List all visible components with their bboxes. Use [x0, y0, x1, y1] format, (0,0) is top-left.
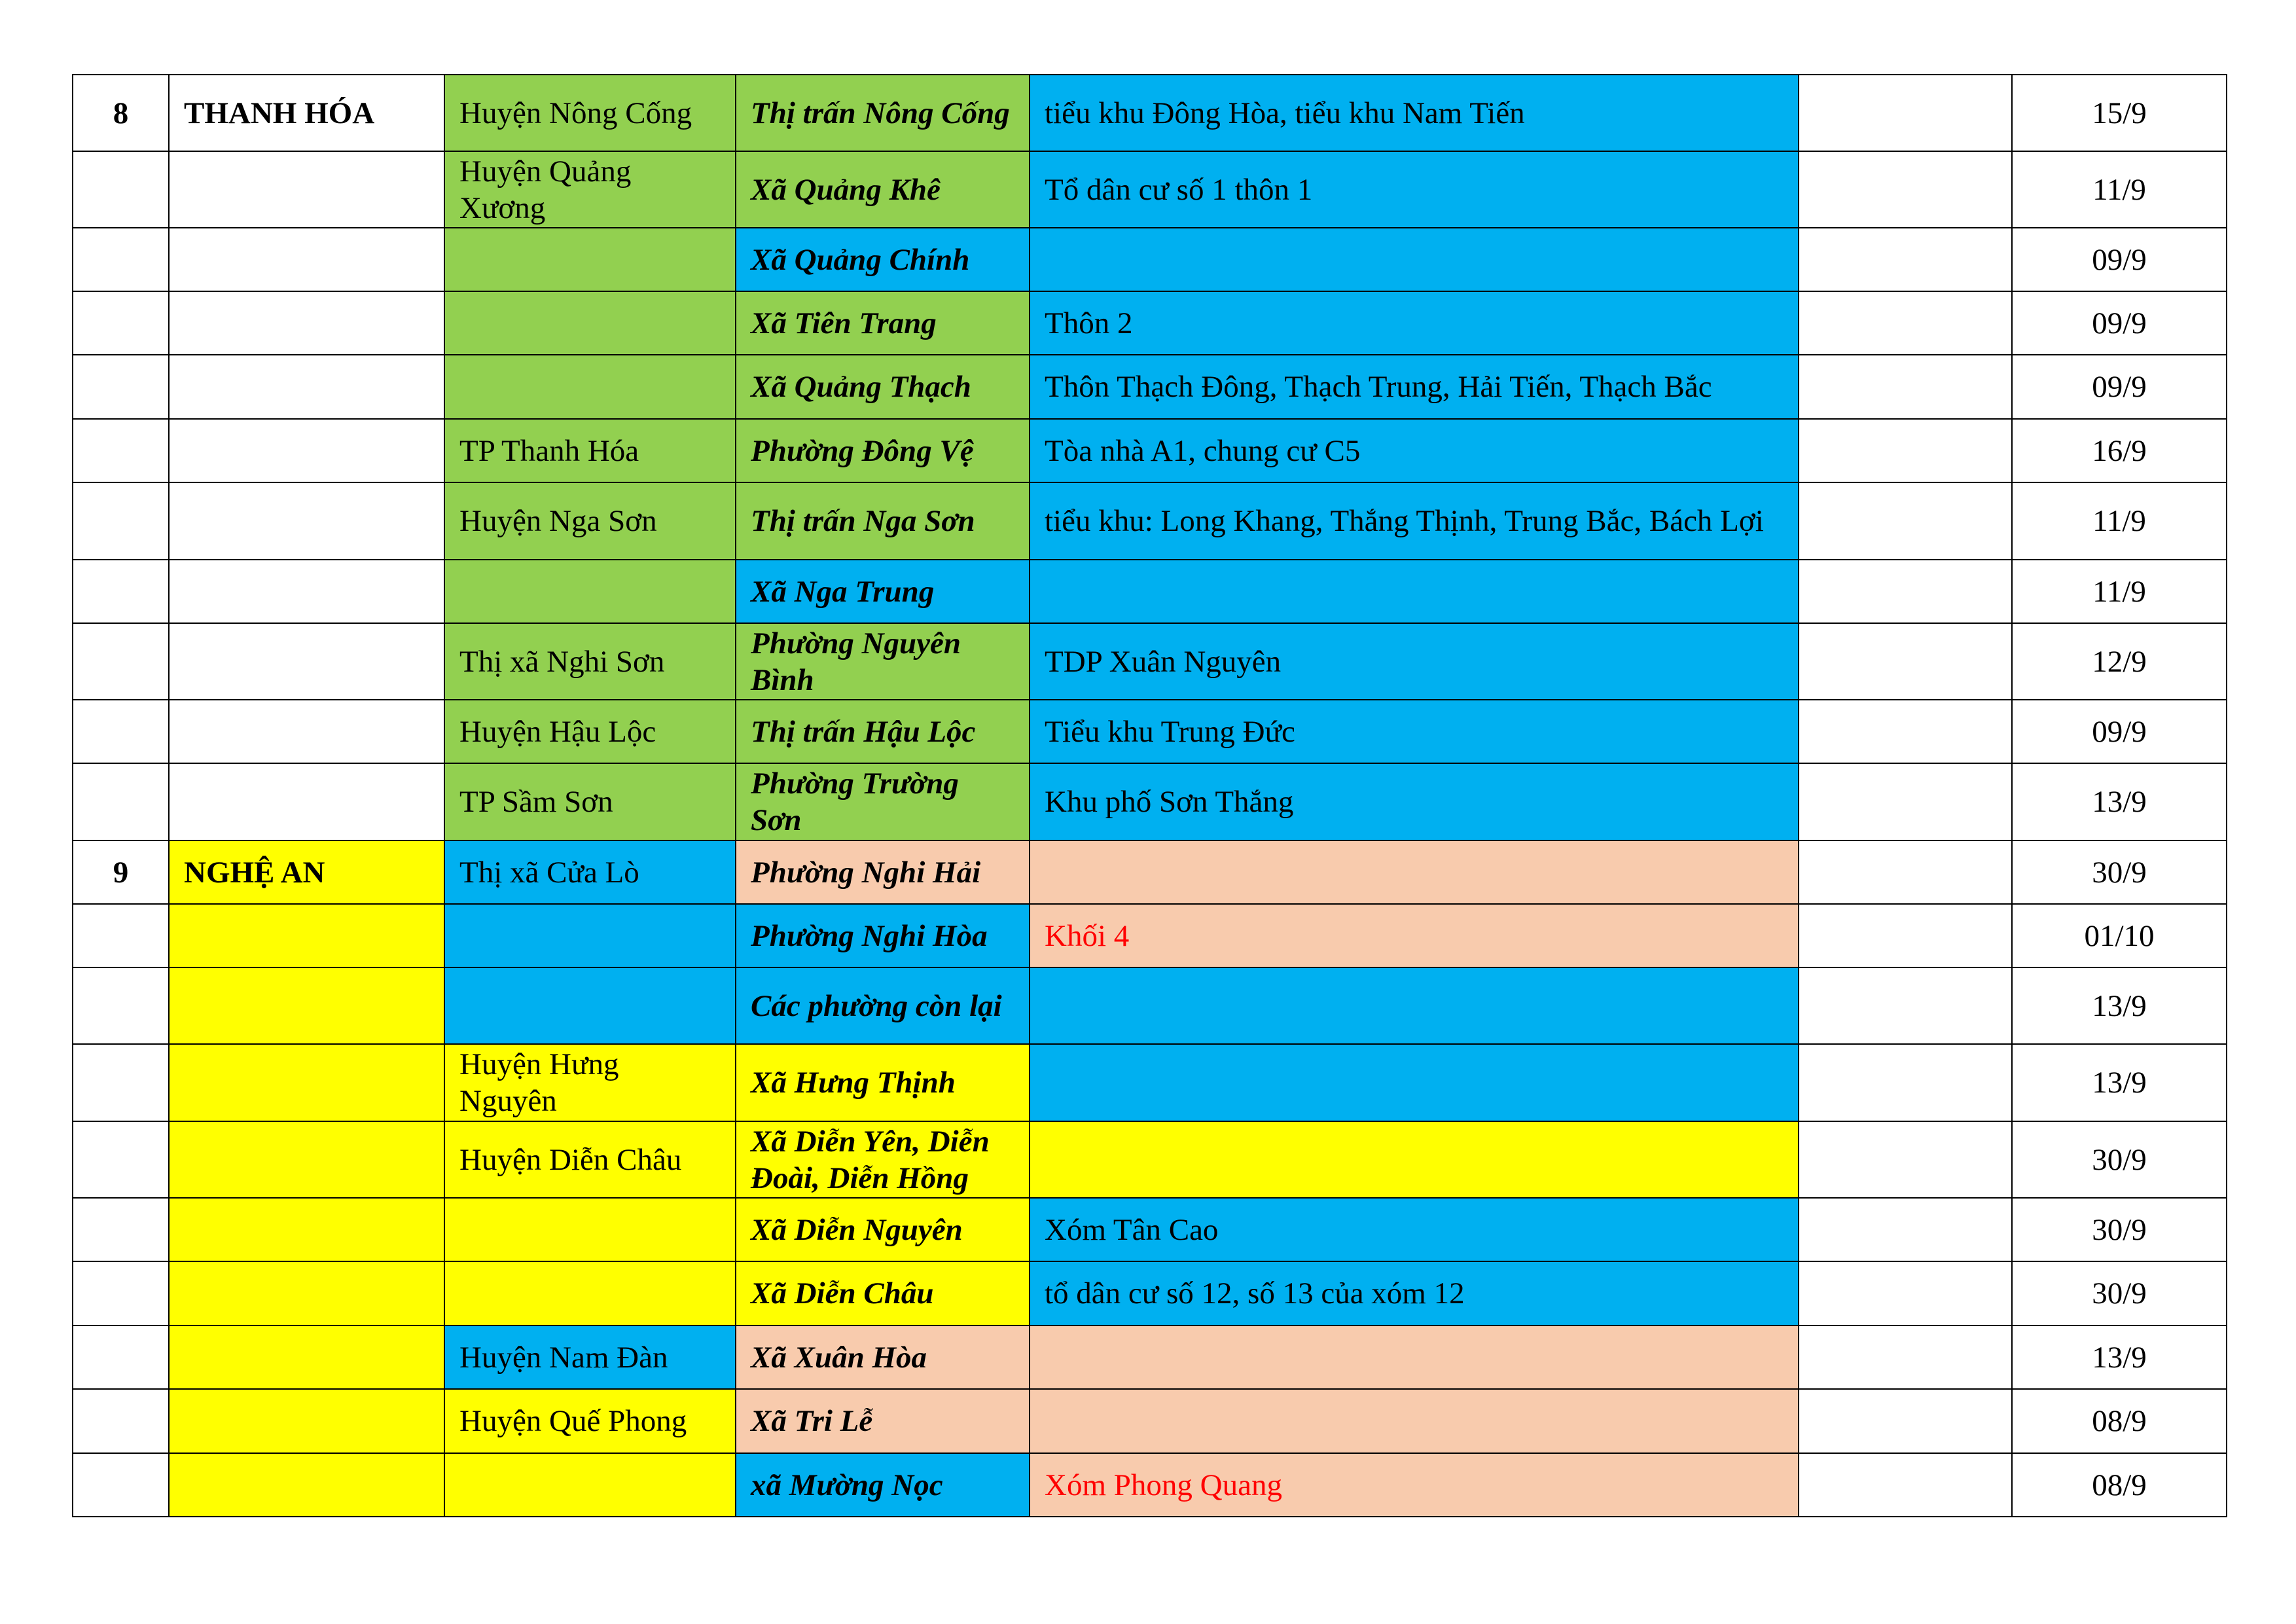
province-cell [169, 1389, 444, 1453]
district-cell: TP Thanh Hóa [444, 419, 736, 482]
area-cell [1030, 1389, 1799, 1453]
date-cell: 30/9 [2012, 1198, 2227, 1261]
note-cell [1799, 291, 2012, 355]
stt-cell [73, 623, 169, 700]
table-row [73, 700, 2227, 763]
district-cell: Huyện Diễn Châu [444, 1121, 736, 1198]
stt-cell [73, 967, 169, 1044]
table-row [73, 228, 2227, 291]
area-cell: TDP Xuân Nguyên [1030, 623, 1799, 700]
province-cell: NGHỆ AN [169, 840, 444, 904]
commune-cell: Xã Diễn Nguyên [736, 1198, 1030, 1261]
district-cell: TP Sầm Sơn [444, 763, 736, 840]
province-cell [169, 904, 444, 967]
commune-cell: Thị trấn Nga Sơn [736, 482, 1030, 560]
note-cell [1799, 482, 2012, 560]
stt-cell [73, 904, 169, 967]
note-cell [1799, 1044, 2012, 1121]
note-cell [1799, 560, 2012, 623]
province-cell [169, 700, 444, 763]
table-row [73, 291, 2227, 355]
date-cell: 15/9 [2012, 75, 2227, 151]
stt-cell [73, 1121, 169, 1198]
date-cell: 11/9 [2012, 151, 2227, 228]
table-row [73, 560, 2227, 623]
district-cell [444, 355, 736, 419]
stt-cell [73, 1453, 169, 1517]
commune-cell: Xã Hưng Thịnh [736, 1044, 1030, 1121]
area-cell: tổ dân cư số 12, số 13 của xóm 12 [1030, 1261, 1799, 1326]
date-cell: 12/9 [2012, 623, 2227, 700]
date-cell: 09/9 [2012, 291, 2227, 355]
stt-cell [73, 228, 169, 291]
commune-cell: Phường Trường Sơn [736, 763, 1030, 840]
note-cell [1799, 151, 2012, 228]
table-row [73, 1389, 2227, 1453]
note-cell [1799, 840, 2012, 904]
commune-cell: xã Mường Nọc [736, 1453, 1030, 1517]
district-cell [444, 967, 736, 1044]
province-cell [169, 151, 444, 228]
note-cell [1799, 967, 2012, 1044]
district-cell [444, 228, 736, 291]
commune-cell: Xã Quảng Chính [736, 228, 1030, 291]
commune-cell: Xã Tiên Trang [736, 291, 1030, 355]
province-cell [169, 1261, 444, 1326]
province-cell [169, 967, 444, 1044]
date-cell: 30/9 [2012, 1121, 2227, 1198]
table-row [73, 151, 2227, 228]
table-row [73, 1044, 2227, 1121]
commune-cell: Xã Tri Lễ [736, 1389, 1030, 1453]
commune-cell: Phường Nguyên Bình [736, 623, 1030, 700]
table-row [73, 840, 2227, 904]
province-cell [169, 623, 444, 700]
commune-cell: Thị trấn Nông Cống [736, 75, 1030, 151]
district-cell [444, 1261, 736, 1326]
date-cell: 16/9 [2012, 419, 2227, 482]
province-cell [169, 1453, 444, 1517]
date-cell: 13/9 [2012, 1044, 2227, 1121]
area-cell: Khu phố Sơn Thắng [1030, 763, 1799, 840]
date-cell: 30/9 [2012, 840, 2227, 904]
stt-cell [73, 1261, 169, 1326]
area-cell: Tòa nhà A1, chung cư C5 [1030, 419, 1799, 482]
stt-cell [73, 1389, 169, 1453]
stt-cell [73, 1326, 169, 1389]
area-cell [1030, 1326, 1799, 1389]
note-cell [1799, 228, 2012, 291]
district-cell: Huyện Hưng Nguyên [444, 1044, 736, 1121]
province-cell [169, 560, 444, 623]
note-cell [1799, 355, 2012, 419]
commune-cell: Phường Nghi Hòa [736, 904, 1030, 967]
stt-cell [73, 291, 169, 355]
area-cell [1030, 228, 1799, 291]
province-cell [169, 1044, 444, 1121]
note-cell [1799, 1198, 2012, 1261]
district-cell [444, 904, 736, 967]
stt-cell [73, 560, 169, 623]
area-cell [1030, 967, 1799, 1044]
district-cell: Thị xã Cửa Lò [444, 840, 736, 904]
note-cell [1799, 904, 2012, 967]
stt-cell [73, 1044, 169, 1121]
commune-cell: Xã Diễn Châu [736, 1261, 1030, 1326]
district-cell: Huyện Quảng Xương [444, 151, 736, 228]
note-cell [1799, 700, 2012, 763]
commune-cell: Xã Nga Trung [736, 560, 1030, 623]
table-row [73, 1198, 2227, 1261]
note-cell [1799, 1121, 2012, 1198]
stt-cell: 8 [73, 75, 169, 151]
table-row [73, 482, 2227, 560]
zone-table [72, 74, 2227, 1517]
area-cell: Xóm Tân Cao [1030, 1198, 1799, 1261]
province-cell [169, 1198, 444, 1261]
note-cell [1799, 419, 2012, 482]
stt-cell [73, 1198, 169, 1261]
province-cell [169, 763, 444, 840]
area-cell: tiểu khu Đông Hòa, tiểu khu Nam Tiến [1030, 75, 1799, 151]
commune-cell: Xã Quảng Khê [736, 151, 1030, 228]
area-cell: Thôn Thạch Đông, Thạch Trung, Hải Tiến, Thạch Bắc [1030, 355, 1799, 419]
area-cell: Xóm Phong Quang [1030, 1453, 1799, 1517]
commune-cell: Xã Quảng Thạch [736, 355, 1030, 419]
note-cell [1799, 1389, 2012, 1453]
province-cell [169, 482, 444, 560]
table-row [73, 1121, 2227, 1198]
date-cell: 13/9 [2012, 1326, 2227, 1389]
stt-cell [73, 355, 169, 419]
note-cell [1799, 75, 2012, 151]
date-cell: 13/9 [2012, 967, 2227, 1044]
date-cell: 11/9 [2012, 560, 2227, 623]
table-row [73, 623, 2227, 700]
area-cell: Tiểu khu Trung Đức [1030, 700, 1799, 763]
district-cell: Huyện Quế Phong [444, 1389, 736, 1453]
stt-cell [73, 482, 169, 560]
district-cell: Huyện Nga Sơn [444, 482, 736, 560]
area-cell [1030, 1044, 1799, 1121]
table-row [73, 904, 2227, 967]
province-cell [169, 355, 444, 419]
area-cell: Khối 4 [1030, 904, 1799, 967]
province-cell [169, 419, 444, 482]
commune-cell: Phường Nghi Hải [736, 840, 1030, 904]
commune-cell: Thị trấn Hậu Lộc [736, 700, 1030, 763]
date-cell: 11/9 [2012, 482, 2227, 560]
note-cell [1799, 1326, 2012, 1389]
date-cell: 13/9 [2012, 763, 2227, 840]
area-cell: Thôn 2 [1030, 291, 1799, 355]
district-cell: Huyện Nam Đàn [444, 1326, 736, 1389]
table-row [73, 763, 2227, 840]
date-cell: 01/10 [2012, 904, 2227, 967]
table-row [73, 1453, 2227, 1517]
date-cell: 09/9 [2012, 228, 2227, 291]
stt-cell [73, 763, 169, 840]
district-cell [444, 560, 736, 623]
table-row [73, 967, 2227, 1044]
district-cell [444, 1198, 736, 1261]
commune-cell: Các phường còn lại [736, 967, 1030, 1044]
district-cell [444, 1453, 736, 1517]
table-row [73, 1326, 2227, 1389]
note-cell [1799, 1453, 2012, 1517]
district-cell: Huyện Hậu Lộc [444, 700, 736, 763]
area-cell [1030, 840, 1799, 904]
stt-cell [73, 419, 169, 482]
province-cell [169, 1326, 444, 1389]
date-cell: 09/9 [2012, 700, 2227, 763]
commune-cell: Phường Đông Vệ [736, 419, 1030, 482]
province-cell [169, 1121, 444, 1198]
date-cell: 09/9 [2012, 355, 2227, 419]
commune-cell: Xã Diễn Yên, Diễn Đoài, Diễn Hồng [736, 1121, 1030, 1198]
stt-cell [73, 151, 169, 228]
table-row [73, 75, 2227, 151]
date-cell: 08/9 [2012, 1389, 2227, 1453]
area-cell: tiểu khu: Long Khang, Thắng Thịnh, Trung Bắc, Bách Lợi [1030, 482, 1799, 560]
district-cell [444, 291, 736, 355]
date-cell: 30/9 [2012, 1261, 2227, 1326]
province-cell: THANH HÓA [169, 75, 444, 151]
province-cell [169, 291, 444, 355]
area-cell: Tổ dân cư số 1 thôn 1 [1030, 151, 1799, 228]
note-cell [1799, 623, 2012, 700]
district-cell: Thị xã Nghi Sơn [444, 623, 736, 700]
table-row [73, 419, 2227, 482]
note-cell [1799, 763, 2012, 840]
province-cell [169, 228, 444, 291]
table-row [73, 355, 2227, 419]
area-cell [1030, 1121, 1799, 1198]
stt-cell: 9 [73, 840, 169, 904]
area-cell [1030, 560, 1799, 623]
note-cell [1799, 1261, 2012, 1326]
table-row [73, 1261, 2227, 1326]
date-cell: 08/9 [2012, 1453, 2227, 1517]
stt-cell [73, 700, 169, 763]
commune-cell: Xã Xuân Hòa [736, 1326, 1030, 1389]
district-cell: Huyện Nông Cống [444, 75, 736, 151]
